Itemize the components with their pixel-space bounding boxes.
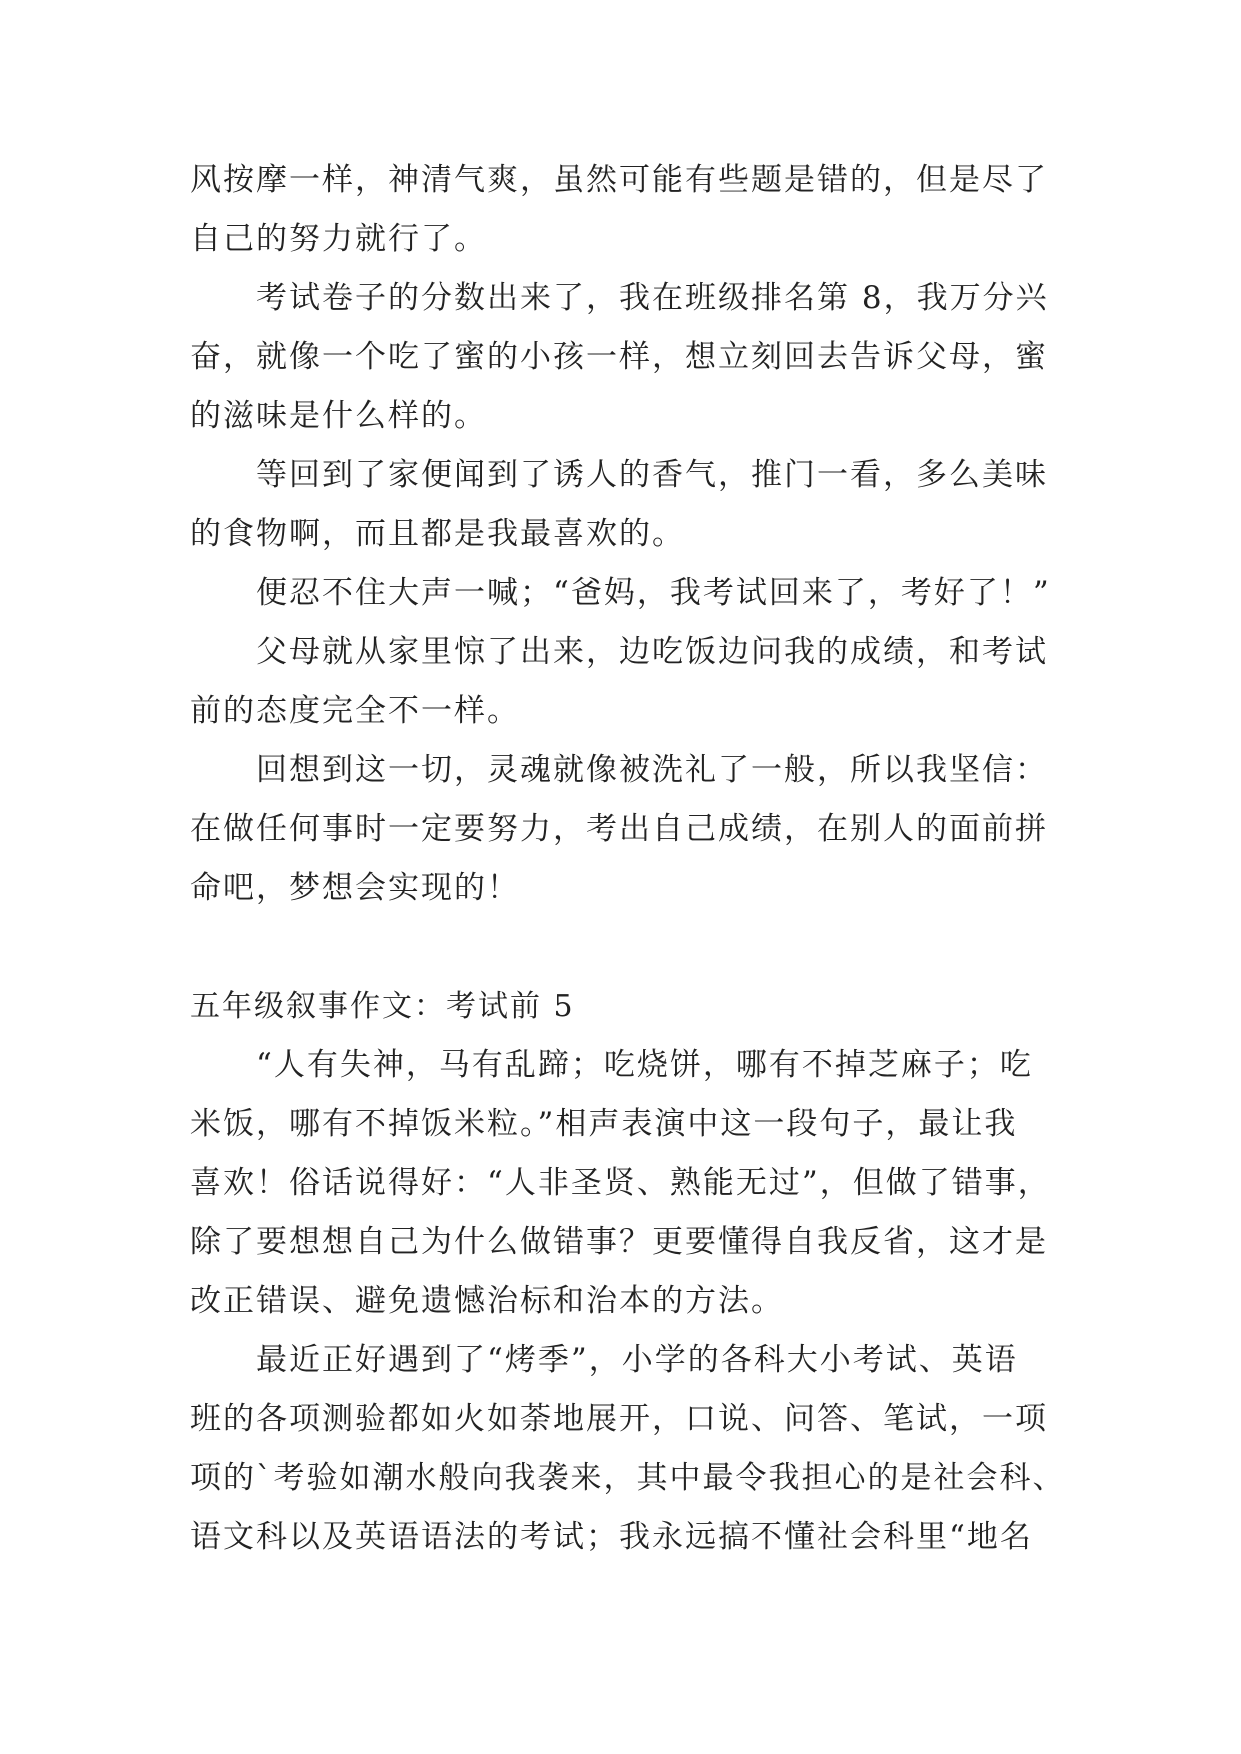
text-line: 便忍不住大声一喊；“爸妈，我考试回来了，考好了！” bbox=[256, 575, 1051, 611]
text-line: 奋，就像一个吃了蜜的小孩一样，想立刻回去告诉父母，蜜 bbox=[190, 339, 1048, 375]
text-line: 风按摩一样，神清气爽，虽然可能有些题是错的，但是尽了 bbox=[190, 162, 1048, 198]
text-line: 项的`考验如潮水般向我袭来，其中最令我担心的是社会科、 bbox=[190, 1460, 1066, 1496]
text-line: 等回到了家便闻到了诱人的香气，推门一看，多么美味 bbox=[256, 457, 1048, 493]
paragraph bbox=[190, 623, 1050, 741]
text-line: “人有失神，马有乱蹄；吃烧饼，哪有不掉芝麻子；吃 bbox=[256, 1047, 1033, 1083]
paragraph bbox=[190, 1036, 1050, 1331]
text-line: 自己的努力就行了。 bbox=[190, 221, 487, 257]
text-line: 班的各项测验都如火如荼地展开，口说、问答、笔试，一项 bbox=[190, 1401, 1048, 1437]
text-line: 前的态度完全不一样。 bbox=[190, 693, 520, 729]
document-body bbox=[190, 151, 1066, 1567]
paragraph bbox=[190, 564, 1050, 623]
text-line: 的滋味是什么样的。 bbox=[190, 398, 487, 434]
text-line: 语文科以及英语语法的考试；我永远搞不懂社会科里“地名 bbox=[190, 1519, 1033, 1555]
text-line: 命吧，梦想会实现的！ bbox=[190, 870, 520, 906]
text-line: 考试卷子的分数出来了，我在班级排名第 8，我万分兴 bbox=[256, 280, 1049, 316]
text-line: 喜欢！俗话说得好：“人非圣贤、熟能无过”，但做了错事， bbox=[190, 1165, 1051, 1201]
paragraph bbox=[190, 269, 1050, 446]
text-line: 的食物啊，而且都是我最喜欢的。 bbox=[190, 516, 685, 552]
text-line: 最近正好遇到了“烤季”，小学的各科大小考试、英语 bbox=[256, 1342, 1018, 1378]
text-line: 回想到这一切，灵魂就像被洗礼了一般，所以我坚信： bbox=[256, 752, 1048, 788]
paragraph bbox=[190, 741, 1050, 918]
paragraph bbox=[190, 446, 1050, 564]
section-heading: 五年级叙事作文：考试前 5 bbox=[190, 989, 575, 1024]
paragraph bbox=[190, 151, 1050, 269]
text-line: 除了要想想自己为什么做错事？更要懂得自我反省，这才是 bbox=[190, 1224, 1048, 1260]
paragraph bbox=[190, 1331, 1066, 1567]
text-line: 父母就从家里惊了出来，边吃饭边问我的成绩，和考试 bbox=[256, 634, 1048, 670]
text-line: 在做任何事时一定要努力，考出自己成绩，在别人的面前拼 bbox=[190, 811, 1048, 847]
text-line: 米饭，哪有不掉饭米粒。”相声表演中这一段句子，最让我 bbox=[190, 1106, 1018, 1142]
text-line: 改正错误、避免遗憾治标和治本的方法。 bbox=[190, 1283, 784, 1319]
